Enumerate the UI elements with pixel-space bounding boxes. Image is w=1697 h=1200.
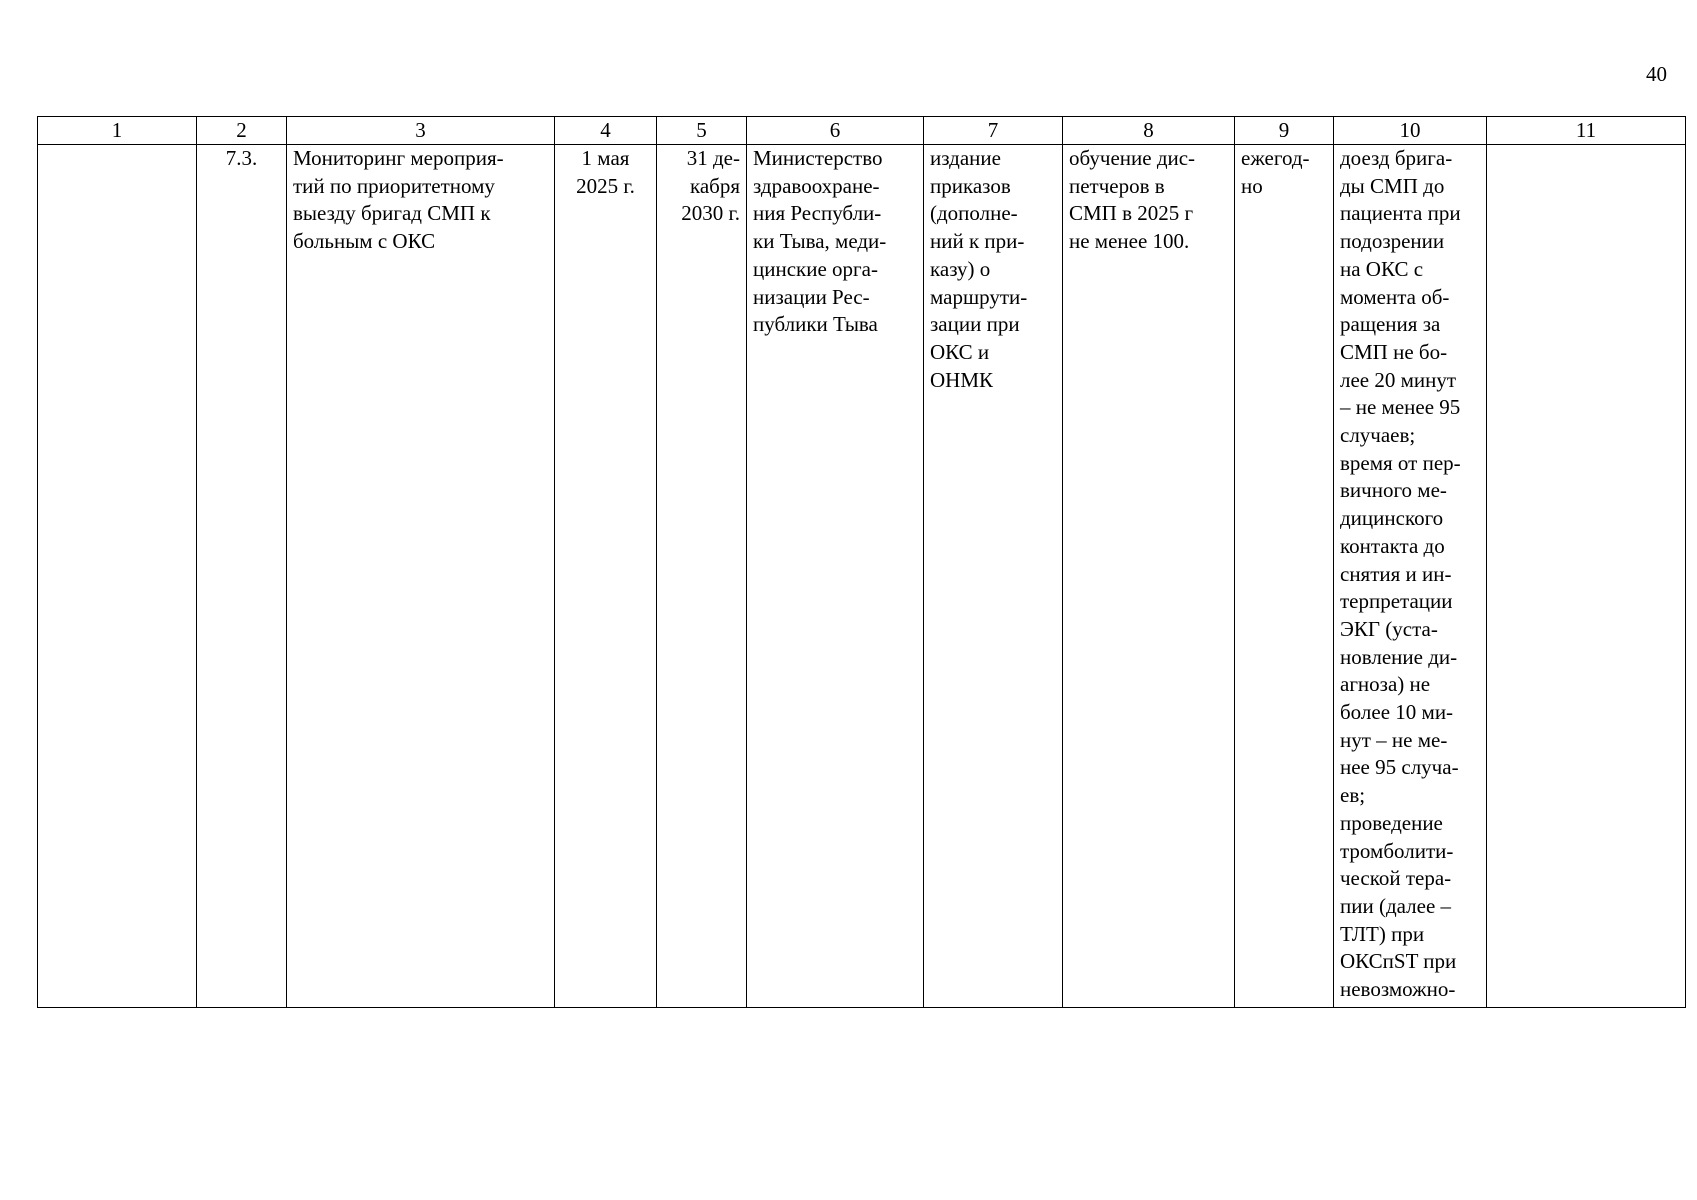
cell-text-line: обучение дис- xyxy=(1069,146,1196,170)
cell-text-line: ОНМК xyxy=(930,367,994,392)
column-header-11: 11 xyxy=(1487,117,1686,145)
cell-text-line: маршрути- xyxy=(930,284,1028,309)
column-header-4: 4 xyxy=(555,117,657,145)
cell-text-line: случаев; xyxy=(1340,423,1416,448)
column-header-3: 3 xyxy=(287,117,555,145)
column-header-2: 2 xyxy=(197,117,287,145)
cell-activity xyxy=(287,145,555,1008)
cell-text-line: цинские орга- xyxy=(753,256,878,281)
cell-text-line: вичного ме- xyxy=(1340,478,1447,503)
cell-text-line: лее 20 минут xyxy=(1340,367,1457,392)
column-header-6: 6 xyxy=(747,117,924,145)
cell-item-number xyxy=(197,145,287,1008)
cell-text-line: зации при xyxy=(930,312,1020,337)
column-header-7: 7 xyxy=(924,117,1063,145)
cell-text-line: новление ди- xyxy=(1340,644,1458,669)
cell-end-date xyxy=(657,145,747,1008)
header-row xyxy=(38,117,1686,145)
cell-text-line: издание xyxy=(930,146,1001,170)
cell-start-date xyxy=(555,145,657,1008)
cell-text-line: на ОКС с xyxy=(1340,256,1424,281)
cell-text-line: терпретации xyxy=(1340,589,1453,614)
column-header-10: 10 xyxy=(1334,117,1487,145)
cell-text-line: нут – не ме- xyxy=(1340,727,1448,752)
cell-text-line: ды СМП до xyxy=(1340,173,1445,198)
cell-text-line: но xyxy=(1241,173,1263,198)
column-header-8: 8 xyxy=(1063,117,1235,145)
cell-col-1 xyxy=(38,145,197,1008)
cell-text-line: (дополне- xyxy=(930,201,1018,226)
cell-text-line: ОКСпST при xyxy=(1340,949,1457,974)
column-header-5: 5 xyxy=(657,117,747,145)
cell-text-line: 2025 г. xyxy=(576,173,635,198)
cell-col-11 xyxy=(1487,145,1686,1008)
cell-text-line: проведение xyxy=(1340,810,1443,835)
cell-text-line: пациента при xyxy=(1340,201,1461,226)
cell-frequency xyxy=(1235,145,1334,1008)
cell-text-line: подозрении xyxy=(1340,229,1445,254)
cell-text-line: 31 де- xyxy=(686,146,740,170)
cell-text-line: ежегод- xyxy=(1241,146,1310,170)
cell-text-line: ний к при- xyxy=(930,229,1025,254)
cell-text-line: снятия и ин- xyxy=(1340,561,1452,586)
table-row xyxy=(38,145,1686,1008)
cell-text-line: петчеров в xyxy=(1069,173,1165,198)
cell-text-line: СМП в 2025 г xyxy=(1069,201,1194,226)
cell-text-line: доезд брига- xyxy=(1340,146,1453,170)
cell-text-line: 2030 г. xyxy=(681,201,740,226)
cell-text-line: контакта до xyxy=(1340,533,1445,558)
cell-text-line: ЭКГ (уста- xyxy=(1340,616,1438,641)
cell-text-line: нее 95 случа- xyxy=(1340,755,1459,780)
cell-text-line: невозможно- xyxy=(1340,977,1456,1002)
cell-result-type xyxy=(924,145,1063,1008)
cell-text-line: больным с ОКС xyxy=(293,229,436,254)
cell-text-line: казу) о xyxy=(930,256,991,281)
cell-text-line: Мониторинг мероприя- xyxy=(293,146,504,170)
cell-text-line: момента об- xyxy=(1340,284,1450,309)
cell-text-line: СМП не бо- xyxy=(1340,339,1448,364)
cell-text-line: ТЛТ) при xyxy=(1340,921,1425,946)
cell-text-line: приказов xyxy=(930,173,1011,198)
cell-text-line: кабря xyxy=(689,173,740,198)
cell-text-line: более 10 ми- xyxy=(1340,700,1454,725)
cell-text-line: ОКС и xyxy=(930,339,990,364)
column-header-9: 9 xyxy=(1235,117,1334,145)
cell-text-line: время от пер- xyxy=(1340,450,1461,475)
cell-indicator xyxy=(1063,145,1235,1008)
cell-text-line: 1 мая xyxy=(581,146,630,170)
cell-text-line: здравоохране- xyxy=(753,173,880,198)
cell-text-line: выезду бригад СМП к xyxy=(293,201,491,226)
cell-text-line: низации Рес- xyxy=(753,284,870,309)
cell-target-values xyxy=(1334,145,1487,1008)
cell-text-line: ев; xyxy=(1340,783,1366,808)
cell-text-line: ния Республи- xyxy=(753,201,882,226)
document-table xyxy=(37,116,1686,1008)
cell-text-line: агноза) не xyxy=(1340,672,1431,697)
cell-text-line: публики Тыва xyxy=(753,312,878,337)
cell-text-line: тий по приоритетному xyxy=(293,173,495,198)
cell-text-line: Министерство xyxy=(753,146,883,170)
page-number: 40 xyxy=(1646,62,1667,86)
cell-text-line: дицинского xyxy=(1340,506,1444,531)
cell-text-line: ческой тера- xyxy=(1340,866,1452,891)
cell-text-line: тромболити- xyxy=(1340,838,1454,863)
cell-text-line: не менее 100. xyxy=(1069,229,1190,254)
cell-text-line: пии (далее – xyxy=(1340,893,1452,918)
cell-text-line: ращения за xyxy=(1340,312,1441,337)
cell-text-line: ки Тыва, меди- xyxy=(753,229,887,254)
cell-responsible xyxy=(747,145,924,1008)
cell-text-line: – не менее 95 xyxy=(1340,395,1461,420)
cell-text-line: 7.3. xyxy=(225,146,258,170)
column-header-1: 1 xyxy=(38,117,197,145)
